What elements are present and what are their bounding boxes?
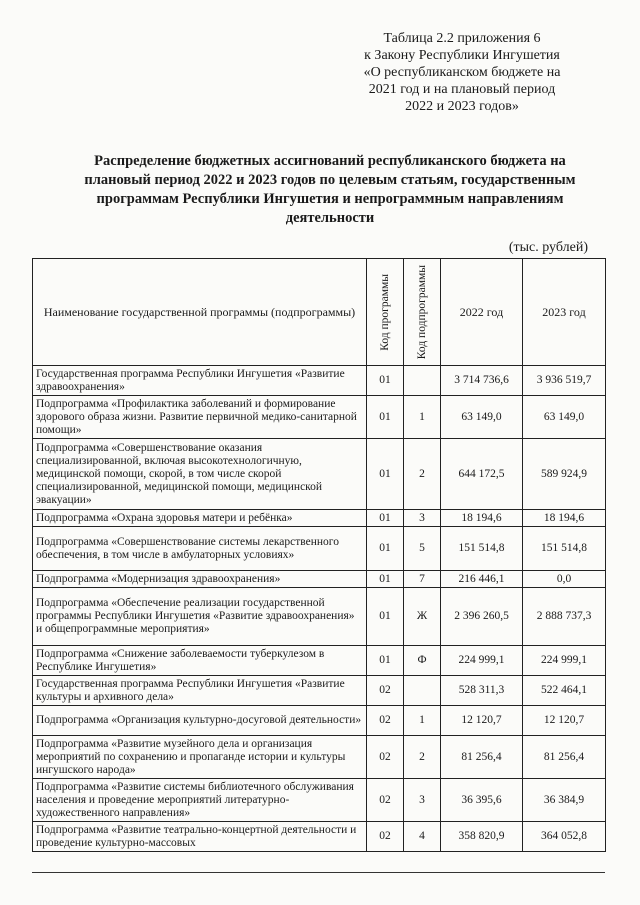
row-program-code: 02 bbox=[367, 706, 404, 736]
row-value-2023: 589 924,9 bbox=[523, 439, 606, 510]
row-value-2022: 644 172,5 bbox=[441, 439, 523, 510]
row-subprogram-code: 1 bbox=[404, 396, 441, 439]
table-row bbox=[33, 588, 606, 646]
table-row bbox=[33, 736, 606, 779]
document-title: Распределение бюджетных ассигнований республиканского бюджета на плановый период 2022 и 2023 годов по целевым статьям, государственным программам Республики Ингушетия и непрограммным направлениям деятельности bbox=[84, 153, 576, 226]
table-row bbox=[33, 396, 606, 439]
row-subprogram-code bbox=[404, 366, 441, 396]
row-value-2023: 18 194,6 bbox=[523, 510, 606, 527]
row-value-2023: 0,0 bbox=[523, 571, 606, 588]
row-name: Подпрограмма «Развитие музейного дела и организация мероприятий по сохранению и пропаганде истории и культуры ингушского народа» bbox=[33, 736, 367, 779]
row-program-code: 01 bbox=[367, 527, 404, 571]
row-subprogram-code bbox=[404, 676, 441, 706]
row-value-2023: 151 514,8 bbox=[523, 527, 606, 571]
row-name: Подпрограмма «Обеспечение реализации государственной программы Республики Ингушетия «Развитие здравоохранения» и общепрограммные мероприятия» bbox=[33, 588, 367, 646]
row-value-2022: 18 194,6 bbox=[441, 510, 523, 527]
row-value-2022: 63 149,0 bbox=[441, 396, 523, 439]
row-subprogram-code: 2 bbox=[404, 736, 441, 779]
table-row bbox=[33, 779, 606, 822]
row-name: Подпрограмма «Совершенствование оказания специализированной, включая высокотехнологичную, медицинской помощи, скорой, в том числе скорой специализированной, медицинской помощи, медицинской эвакуации» bbox=[33, 439, 367, 510]
table-header-row bbox=[33, 259, 606, 366]
row-name: Подпрограмма «Совершенствование системы лекарственного обеспечения, в том числе в амбулаторных условиях» bbox=[33, 527, 367, 571]
row-name: Подпрограмма «Организация культурно-досуговой деятельности» bbox=[33, 706, 367, 736]
row-program-code: 01 bbox=[367, 510, 404, 527]
row-program-code: 02 bbox=[367, 779, 404, 822]
row-value-2023: 522 464,1 bbox=[523, 676, 606, 706]
row-program-code: 02 bbox=[367, 822, 404, 852]
row-program-code: 01 bbox=[367, 396, 404, 439]
row-name: Подпрограмма «Снижение заболеваемости туберкулезом в Республике Ингушетия» bbox=[33, 646, 367, 676]
row-value-2022: 36 395,6 bbox=[441, 779, 523, 822]
row-value-2022: 3 714 736,6 bbox=[441, 366, 523, 396]
row-value-2022: 2 396 260,5 bbox=[441, 588, 523, 646]
row-value-2022: 81 256,4 bbox=[441, 736, 523, 779]
page-bottom-rule bbox=[32, 872, 605, 873]
row-name: Государственная программа Республики Ингушетия «Развитие культуры и архивного дела» bbox=[33, 676, 367, 706]
table-row bbox=[33, 439, 606, 510]
row-name: Подпрограмма «Развитие системы библиотечного обслуживания населения и проведение мероприятий литературно-художественного направления» bbox=[33, 779, 367, 822]
row-subprogram-code: 5 bbox=[404, 527, 441, 571]
table-row bbox=[33, 676, 606, 706]
row-value-2023: 224 999,1 bbox=[523, 646, 606, 676]
row-program-code: 02 bbox=[367, 676, 404, 706]
row-value-2023: 36 384,9 bbox=[523, 779, 606, 822]
row-program-code: 01 bbox=[367, 646, 404, 676]
row-subprogram-code: 7 bbox=[404, 571, 441, 588]
table-row bbox=[33, 822, 606, 852]
row-value-2023: 364 052,8 bbox=[523, 822, 606, 852]
row-program-code: 01 bbox=[367, 571, 404, 588]
table-row bbox=[33, 646, 606, 676]
row-name: Государственная программа Республики Ингушетия «Развитие здравоохранения» bbox=[33, 366, 367, 396]
row-program-code: 01 bbox=[367, 588, 404, 646]
row-subprogram-code: 3 bbox=[404, 510, 441, 527]
budget-table bbox=[32, 258, 606, 852]
row-value-2022: 224 999,1 bbox=[441, 646, 523, 676]
row-value-2023: 63 149,0 bbox=[523, 396, 606, 439]
column-header-2023: 2023 год bbox=[523, 259, 606, 366]
row-value-2022: 216 446,1 bbox=[441, 571, 523, 588]
row-value-2023: 81 256,4 bbox=[523, 736, 606, 779]
row-value-2022: 12 120,7 bbox=[441, 706, 523, 736]
table-row bbox=[33, 571, 606, 588]
table-row bbox=[33, 527, 606, 571]
row-subprogram-code: 3 bbox=[404, 779, 441, 822]
column-header-name: Наименование государственной программы (подпрограммы) bbox=[33, 259, 367, 366]
row-subprogram-code: Ф bbox=[404, 646, 441, 676]
column-header-program-code: Код программы bbox=[367, 259, 404, 366]
row-value-2022: 528 311,3 bbox=[441, 676, 523, 706]
row-value-2022: 358 820,9 bbox=[441, 822, 523, 852]
row-value-2022: 151 514,8 bbox=[441, 527, 523, 571]
row-name: Подпрограмма «Модернизация здравоохранения» bbox=[33, 571, 367, 588]
column-header-subprogram-code: Код подпрограммы bbox=[404, 259, 441, 366]
table-row bbox=[33, 366, 606, 396]
header-note: Таблица 2.2 приложения 6 к Закону Республики Ингушетия «О республиканском бюджете на 2021 год и на плановый период 2022 и 2023 годов» bbox=[363, 31, 561, 114]
row-subprogram-code: 1 bbox=[404, 706, 441, 736]
row-value-2023: 2 888 737,3 bbox=[523, 588, 606, 646]
row-name: Подпрограмма «Развитие театрально-концертной деятельности и проведение культурно-массовых bbox=[33, 822, 367, 852]
row-program-code: 01 bbox=[367, 439, 404, 510]
row-program-code: 01 bbox=[367, 366, 404, 396]
row-subprogram-code: 2 bbox=[404, 439, 441, 510]
units-label: (тыс. рублей) bbox=[508, 240, 588, 255]
column-header-2022: 2022 год bbox=[441, 259, 523, 366]
row-subprogram-code: Ж bbox=[404, 588, 441, 646]
row-value-2023: 3 936 519,7 bbox=[523, 366, 606, 396]
row-subprogram-code: 4 bbox=[404, 822, 441, 852]
row-name: Подпрограмма «Профилактика заболеваний и формирование здорового образа жизни. Развитие первичной медико-санитарной помощи» bbox=[33, 396, 367, 439]
table-row bbox=[33, 510, 606, 527]
row-name: Подпрограмма «Охрана здоровья матери и ребёнка» bbox=[33, 510, 367, 527]
row-program-code: 02 bbox=[367, 736, 404, 779]
table-row bbox=[33, 706, 606, 736]
row-value-2023: 12 120,7 bbox=[523, 706, 606, 736]
